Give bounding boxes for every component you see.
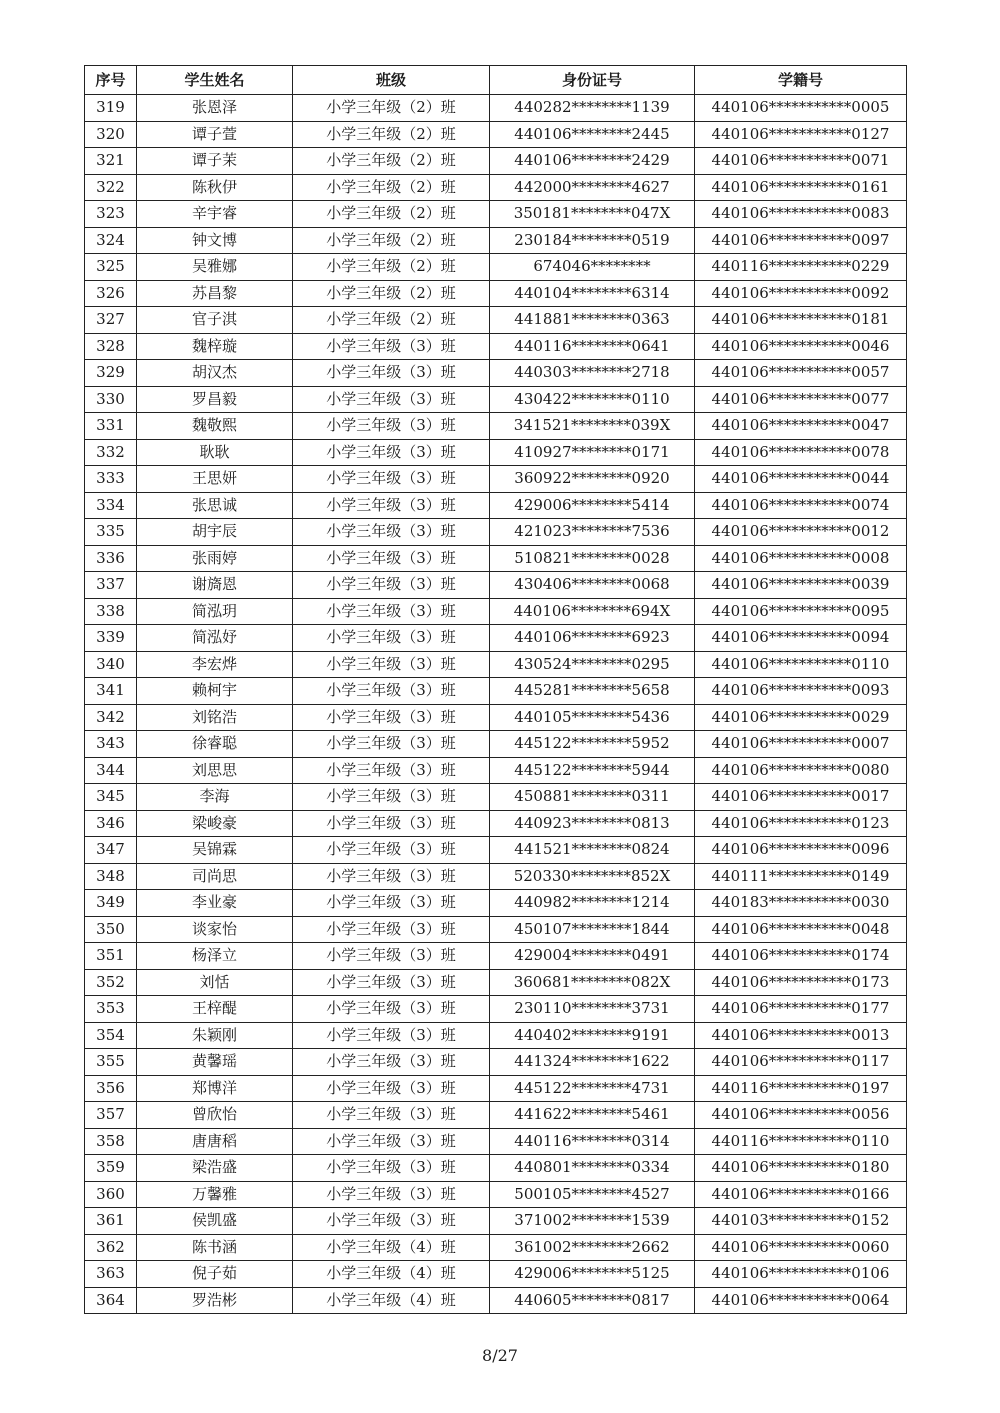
student-number-cell: 440106***********0046 xyxy=(695,333,907,360)
id-number-cell: 440303********2718 xyxy=(490,360,695,387)
student-number-cell: 440106***********0077 xyxy=(695,386,907,413)
student-number-cell: 440106***********0056 xyxy=(695,1102,907,1129)
seq-cell: 358 xyxy=(85,1128,137,1155)
seq-cell: 349 xyxy=(85,890,137,917)
student-name-cell: 谭子萱 xyxy=(137,121,293,148)
student-name-cell: 官子淇 xyxy=(137,307,293,334)
table-row xyxy=(85,174,907,201)
student-name-cell: 谭子茉 xyxy=(137,148,293,175)
student-number-cell: 440111***********0149 xyxy=(695,863,907,890)
id-number-cell: 341521********039X xyxy=(490,413,695,440)
id-number-cell: 410927********0171 xyxy=(490,439,695,466)
student-name-cell: 万馨雅 xyxy=(137,1181,293,1208)
seq-cell: 321 xyxy=(85,148,137,175)
class-cell: 小学三年级（3）班 xyxy=(293,360,490,387)
id-number-cell: 674046******** xyxy=(490,254,695,281)
student-name-cell: 王思妍 xyxy=(137,466,293,493)
student-name-cell: 钟文博 xyxy=(137,227,293,254)
id-number-cell: 230110********3731 xyxy=(490,996,695,1023)
seq-cell: 363 xyxy=(85,1261,137,1288)
seq-cell: 323 xyxy=(85,201,137,228)
table-row xyxy=(85,439,907,466)
class-cell: 小学三年级（2）班 xyxy=(293,95,490,122)
id-number-cell: 421023********7536 xyxy=(490,519,695,546)
table-row xyxy=(85,1102,907,1129)
student-name-cell: 陈秋伊 xyxy=(137,174,293,201)
student-name-cell: 司尚思 xyxy=(137,863,293,890)
student-name-cell: 王梓醍 xyxy=(137,996,293,1023)
student-name-cell: 侯凯盛 xyxy=(137,1208,293,1235)
id-number-cell: 442000********4627 xyxy=(490,174,695,201)
header-id-number: 身份证号 xyxy=(490,66,695,95)
seq-cell: 354 xyxy=(85,1022,137,1049)
student-name-cell: 简泓玥 xyxy=(137,598,293,625)
class-cell: 小学三年级（4）班 xyxy=(293,1287,490,1314)
table-row xyxy=(85,307,907,334)
seq-cell: 357 xyxy=(85,1102,137,1129)
seq-cell: 344 xyxy=(85,757,137,784)
student-number-cell: 440103***********0152 xyxy=(695,1208,907,1235)
seq-cell: 343 xyxy=(85,731,137,758)
id-number-cell: 361002********2662 xyxy=(490,1234,695,1261)
student-name-cell: 朱颖刚 xyxy=(137,1022,293,1049)
seq-cell: 339 xyxy=(85,625,137,652)
id-number-cell: 350181********047X xyxy=(490,201,695,228)
table-row xyxy=(85,1261,907,1288)
id-number-cell: 360922********0920 xyxy=(490,466,695,493)
student-name-cell: 谈家怡 xyxy=(137,916,293,943)
table-row xyxy=(85,863,907,890)
table-row xyxy=(85,227,907,254)
table-row xyxy=(85,333,907,360)
seq-cell: 325 xyxy=(85,254,137,281)
seq-cell: 350 xyxy=(85,916,137,943)
student-name-cell: 胡汉杰 xyxy=(137,360,293,387)
student-number-cell: 440106***********0127 xyxy=(695,121,907,148)
class-cell: 小学三年级（3）班 xyxy=(293,969,490,996)
id-number-cell: 360681********082X xyxy=(490,969,695,996)
table-row xyxy=(85,916,907,943)
table-row xyxy=(85,413,907,440)
seq-cell: 329 xyxy=(85,360,137,387)
student-number-cell: 440106***********0083 xyxy=(695,201,907,228)
seq-cell: 364 xyxy=(85,1287,137,1314)
table-row xyxy=(85,1128,907,1155)
table-row xyxy=(85,1181,907,1208)
class-cell: 小学三年级（2）班 xyxy=(293,148,490,175)
student-number-cell: 440106***********0047 xyxy=(695,413,907,440)
class-cell: 小学三年级（3）班 xyxy=(293,386,490,413)
page-number: 8/27 xyxy=(482,1346,518,1365)
student-number-cell: 440106***********0064 xyxy=(695,1287,907,1314)
table-row xyxy=(85,1049,907,1076)
class-cell: 小学三年级（2）班 xyxy=(293,201,490,228)
table-row xyxy=(85,598,907,625)
student-number-cell: 440106***********0048 xyxy=(695,916,907,943)
student-name-cell: 魏敬熙 xyxy=(137,413,293,440)
table-row xyxy=(85,466,907,493)
student-name-cell: 刘恬 xyxy=(137,969,293,996)
class-cell: 小学三年级（3）班 xyxy=(293,837,490,864)
student-number-cell: 440106***********0106 xyxy=(695,1261,907,1288)
seq-cell: 332 xyxy=(85,439,137,466)
student-number-cell: 440106***********0080 xyxy=(695,757,907,784)
table-row xyxy=(85,148,907,175)
id-number-cell: 440116********0314 xyxy=(490,1128,695,1155)
student-name-cell: 张恩泽 xyxy=(137,95,293,122)
seq-cell: 337 xyxy=(85,572,137,599)
student-number-cell: 440106***********0096 xyxy=(695,837,907,864)
student-number-cell: 440106***********0174 xyxy=(695,943,907,970)
student-number-cell: 440106***********0181 xyxy=(695,307,907,334)
id-number-cell: 440801********0334 xyxy=(490,1155,695,1182)
student-number-cell: 440106***********0110 xyxy=(695,651,907,678)
class-cell: 小学三年级（3）班 xyxy=(293,492,490,519)
seq-cell: 334 xyxy=(85,492,137,519)
class-cell: 小学三年级（3）班 xyxy=(293,598,490,625)
student-name-cell: 曾欣怡 xyxy=(137,1102,293,1129)
table-row xyxy=(85,492,907,519)
student-number-cell: 440106***********0007 xyxy=(695,731,907,758)
table-row xyxy=(85,95,907,122)
table-row xyxy=(85,386,907,413)
id-number-cell: 445122********4731 xyxy=(490,1075,695,1102)
id-number-cell: 441324********1622 xyxy=(490,1049,695,1076)
id-number-cell: 441521********0824 xyxy=(490,837,695,864)
student-name-cell: 吴雅娜 xyxy=(137,254,293,281)
table-row xyxy=(85,121,907,148)
id-number-cell: 441881********0363 xyxy=(490,307,695,334)
seq-cell: 333 xyxy=(85,466,137,493)
seq-cell: 328 xyxy=(85,333,137,360)
class-cell: 小学三年级（3）班 xyxy=(293,1102,490,1129)
student-number-cell: 440106***********0013 xyxy=(695,1022,907,1049)
id-number-cell: 440106********694X xyxy=(490,598,695,625)
student-name-cell: 简泓妤 xyxy=(137,625,293,652)
student-name-cell: 罗浩彬 xyxy=(137,1287,293,1314)
table-row xyxy=(85,201,907,228)
table-row xyxy=(85,757,907,784)
seq-cell: 342 xyxy=(85,704,137,731)
table-row xyxy=(85,254,907,281)
id-number-cell: 445122********5952 xyxy=(490,731,695,758)
header-class: 班级 xyxy=(293,66,490,95)
class-cell: 小学三年级（3）班 xyxy=(293,651,490,678)
seq-cell: 355 xyxy=(85,1049,137,1076)
class-cell: 小学三年级（2）班 xyxy=(293,121,490,148)
student-name-cell: 胡宇辰 xyxy=(137,519,293,546)
seq-cell: 348 xyxy=(85,863,137,890)
id-number-cell: 450107********1844 xyxy=(490,916,695,943)
seq-cell: 330 xyxy=(85,386,137,413)
student-number-cell: 440106***********0094 xyxy=(695,625,907,652)
class-cell: 小学三年级（3）班 xyxy=(293,439,490,466)
header-seq: 序号 xyxy=(85,66,137,95)
seq-cell: 338 xyxy=(85,598,137,625)
student-name-cell: 唐唐稻 xyxy=(137,1128,293,1155)
seq-cell: 352 xyxy=(85,969,137,996)
id-number-cell: 440402********9191 xyxy=(490,1022,695,1049)
student-name-cell: 陈书涵 xyxy=(137,1234,293,1261)
id-number-cell: 445122********5944 xyxy=(490,757,695,784)
id-number-cell: 440106********6923 xyxy=(490,625,695,652)
student-number-cell: 440106***********0017 xyxy=(695,784,907,811)
student-name-cell: 黄馨瑶 xyxy=(137,1049,293,1076)
student-name-cell: 辛宇睿 xyxy=(137,201,293,228)
seq-cell: 341 xyxy=(85,678,137,705)
table-row xyxy=(85,996,907,1023)
table-row xyxy=(85,280,907,307)
class-cell: 小学三年级（3）班 xyxy=(293,784,490,811)
student-name-cell: 苏昌黎 xyxy=(137,280,293,307)
id-number-cell: 510821********0028 xyxy=(490,545,695,572)
id-number-cell: 440106********2445 xyxy=(490,121,695,148)
table-row xyxy=(85,545,907,572)
student-number-cell: 440106***********0057 xyxy=(695,360,907,387)
class-cell: 小学三年级（2）班 xyxy=(293,280,490,307)
student-number-cell: 440106***********0173 xyxy=(695,969,907,996)
id-number-cell: 440104********6314 xyxy=(490,280,695,307)
seq-cell: 360 xyxy=(85,1181,137,1208)
seq-cell: 331 xyxy=(85,413,137,440)
table-body xyxy=(85,95,907,1314)
id-number-cell: 441622********5461 xyxy=(490,1102,695,1129)
class-cell: 小学三年级（2）班 xyxy=(293,254,490,281)
class-cell: 小学三年级（3）班 xyxy=(293,1128,490,1155)
class-cell: 小学三年级（3）班 xyxy=(293,1208,490,1235)
id-number-cell: 445281********5658 xyxy=(490,678,695,705)
class-cell: 小学三年级（3）班 xyxy=(293,757,490,784)
student-name-cell: 吴锦霖 xyxy=(137,837,293,864)
table-row xyxy=(85,625,907,652)
table-row xyxy=(85,704,907,731)
table-row xyxy=(85,360,907,387)
table-row xyxy=(85,969,907,996)
student-name-cell: 倪子茹 xyxy=(137,1261,293,1288)
id-number-cell: 440923********0813 xyxy=(490,810,695,837)
seq-cell: 335 xyxy=(85,519,137,546)
header-student-name: 学生姓名 xyxy=(137,66,293,95)
seq-cell: 322 xyxy=(85,174,137,201)
student-number-cell: 440106***********0093 xyxy=(695,678,907,705)
table-row xyxy=(85,1234,907,1261)
student-name-cell: 刘思思 xyxy=(137,757,293,784)
seq-cell: 336 xyxy=(85,545,137,572)
table-row xyxy=(85,890,907,917)
class-cell: 小学三年级（3）班 xyxy=(293,731,490,758)
class-cell: 小学三年级（3）班 xyxy=(293,890,490,917)
id-number-cell: 430524********0295 xyxy=(490,651,695,678)
student-number-cell: 440106***********0044 xyxy=(695,466,907,493)
id-number-cell: 440116********0641 xyxy=(490,333,695,360)
seq-cell: 356 xyxy=(85,1075,137,1102)
id-number-cell: 429006********5414 xyxy=(490,492,695,519)
student-number-cell: 440106***********0078 xyxy=(695,439,907,466)
id-number-cell: 429006********5125 xyxy=(490,1261,695,1288)
class-cell: 小学三年级（4）班 xyxy=(293,1261,490,1288)
student-name-cell: 杨泽立 xyxy=(137,943,293,970)
class-cell: 小学三年级（3）班 xyxy=(293,545,490,572)
id-number-cell: 450881********0311 xyxy=(490,784,695,811)
seq-cell: 362 xyxy=(85,1234,137,1261)
seq-cell: 324 xyxy=(85,227,137,254)
class-cell: 小学三年级（2）班 xyxy=(293,227,490,254)
class-cell: 小学三年级（3）班 xyxy=(293,704,490,731)
seq-cell: 340 xyxy=(85,651,137,678)
table-row xyxy=(85,731,907,758)
class-cell: 小学三年级（3）班 xyxy=(293,413,490,440)
student-number-cell: 440106***********0005 xyxy=(695,95,907,122)
student-name-cell: 刘铭浩 xyxy=(137,704,293,731)
id-number-cell: 440105********5436 xyxy=(490,704,695,731)
class-cell: 小学三年级（2）班 xyxy=(293,174,490,201)
student-name-cell: 罗昌毅 xyxy=(137,386,293,413)
student-number-cell: 440106***********0008 xyxy=(695,545,907,572)
student-number-cell: 440106***********0060 xyxy=(695,1234,907,1261)
student-number-cell: 440106***********0095 xyxy=(695,598,907,625)
id-number-cell: 430422********0110 xyxy=(490,386,695,413)
seq-cell: 326 xyxy=(85,280,137,307)
table-row xyxy=(85,837,907,864)
class-cell: 小学三年级（3）班 xyxy=(293,1022,490,1049)
seq-cell: 319 xyxy=(85,95,137,122)
table-row xyxy=(85,572,907,599)
id-number-cell: 440982********1214 xyxy=(490,890,695,917)
student-number-cell: 440106***********0180 xyxy=(695,1155,907,1182)
student-name-cell: 魏梓璇 xyxy=(137,333,293,360)
seq-cell: 351 xyxy=(85,943,137,970)
student-name-cell: 梁峻豪 xyxy=(137,810,293,837)
student-number-cell: 440106***********0161 xyxy=(695,174,907,201)
class-cell: 小学三年级（3）班 xyxy=(293,1049,490,1076)
student-name-cell: 赖柯宇 xyxy=(137,678,293,705)
table-row xyxy=(85,678,907,705)
student-name-cell: 梁浩盛 xyxy=(137,1155,293,1182)
student-number-cell: 440106***********0123 xyxy=(695,810,907,837)
student-number-cell: 440106***********0039 xyxy=(695,572,907,599)
table-header-row xyxy=(85,66,907,95)
class-cell: 小学三年级（3）班 xyxy=(293,333,490,360)
table-row xyxy=(85,943,907,970)
id-number-cell: 429004********0491 xyxy=(490,943,695,970)
class-cell: 小学三年级（3）班 xyxy=(293,1155,490,1182)
class-cell: 小学三年级（3）班 xyxy=(293,519,490,546)
table-row xyxy=(85,651,907,678)
student-name-cell: 李宏烨 xyxy=(137,651,293,678)
student-name-cell: 谢旖恩 xyxy=(137,572,293,599)
student-number-cell: 440106***********0177 xyxy=(695,996,907,1023)
student-number-cell: 440106***********0071 xyxy=(695,148,907,175)
table-row xyxy=(85,1022,907,1049)
header-student-number: 学籍号 xyxy=(695,66,907,95)
class-cell: 小学三年级（3）班 xyxy=(293,1181,490,1208)
table-row xyxy=(85,1075,907,1102)
seq-cell: 345 xyxy=(85,784,137,811)
student-name-cell: 徐睿聪 xyxy=(137,731,293,758)
seq-cell: 346 xyxy=(85,810,137,837)
student-number-cell: 440106***********0092 xyxy=(695,280,907,307)
class-cell: 小学三年级（3）班 xyxy=(293,810,490,837)
student-name-cell: 李业豪 xyxy=(137,890,293,917)
seq-cell: 327 xyxy=(85,307,137,334)
class-cell: 小学三年级（3）班 xyxy=(293,863,490,890)
student-number-cell: 440116***********0229 xyxy=(695,254,907,281)
table-row xyxy=(85,1287,907,1314)
student-roster-table xyxy=(84,65,907,1314)
class-cell: 小学三年级（4）班 xyxy=(293,1234,490,1261)
table-row xyxy=(85,784,907,811)
class-cell: 小学三年级（3）班 xyxy=(293,1075,490,1102)
id-number-cell: 430406********0068 xyxy=(490,572,695,599)
id-number-cell: 520330********852X xyxy=(490,863,695,890)
student-number-cell: 440106***********0012 xyxy=(695,519,907,546)
seq-cell: 359 xyxy=(85,1155,137,1182)
class-cell: 小学三年级（3）班 xyxy=(293,996,490,1023)
id-number-cell: 440106********2429 xyxy=(490,148,695,175)
class-cell: 小学三年级（3）班 xyxy=(293,466,490,493)
class-cell: 小学三年级（3）班 xyxy=(293,625,490,652)
student-number-cell: 440106***********0074 xyxy=(695,492,907,519)
table-row xyxy=(85,519,907,546)
student-number-cell: 440116***********0197 xyxy=(695,1075,907,1102)
student-name-cell: 张思诚 xyxy=(137,492,293,519)
class-cell: 小学三年级（3）班 xyxy=(293,572,490,599)
table-row xyxy=(85,1155,907,1182)
seq-cell: 353 xyxy=(85,996,137,1023)
student-number-cell: 440116***********0110 xyxy=(695,1128,907,1155)
id-number-cell: 440605********0817 xyxy=(490,1287,695,1314)
table-row xyxy=(85,1208,907,1235)
student-name-cell: 李海 xyxy=(137,784,293,811)
seq-cell: 361 xyxy=(85,1208,137,1235)
student-number-cell: 440106***********0097 xyxy=(695,227,907,254)
student-name-cell: 耿耿 xyxy=(137,439,293,466)
student-number-cell: 440183***********0030 xyxy=(695,890,907,917)
id-number-cell: 371002********1539 xyxy=(490,1208,695,1235)
id-number-cell: 440282********1139 xyxy=(490,95,695,122)
student-name-cell: 郑博洋 xyxy=(137,1075,293,1102)
seq-cell: 347 xyxy=(85,837,137,864)
student-number-cell: 440106***********0029 xyxy=(695,704,907,731)
student-name-cell: 张雨婷 xyxy=(137,545,293,572)
table-row xyxy=(85,810,907,837)
student-number-cell: 440106***********0117 xyxy=(695,1049,907,1076)
id-number-cell: 500105********4527 xyxy=(490,1181,695,1208)
class-cell: 小学三年级（3）班 xyxy=(293,678,490,705)
class-cell: 小学三年级（2）班 xyxy=(293,307,490,334)
seq-cell: 320 xyxy=(85,121,137,148)
id-number-cell: 230184********0519 xyxy=(490,227,695,254)
class-cell: 小学三年级（3）班 xyxy=(293,943,490,970)
class-cell: 小学三年级（3）班 xyxy=(293,916,490,943)
student-number-cell: 440106***********0166 xyxy=(695,1181,907,1208)
